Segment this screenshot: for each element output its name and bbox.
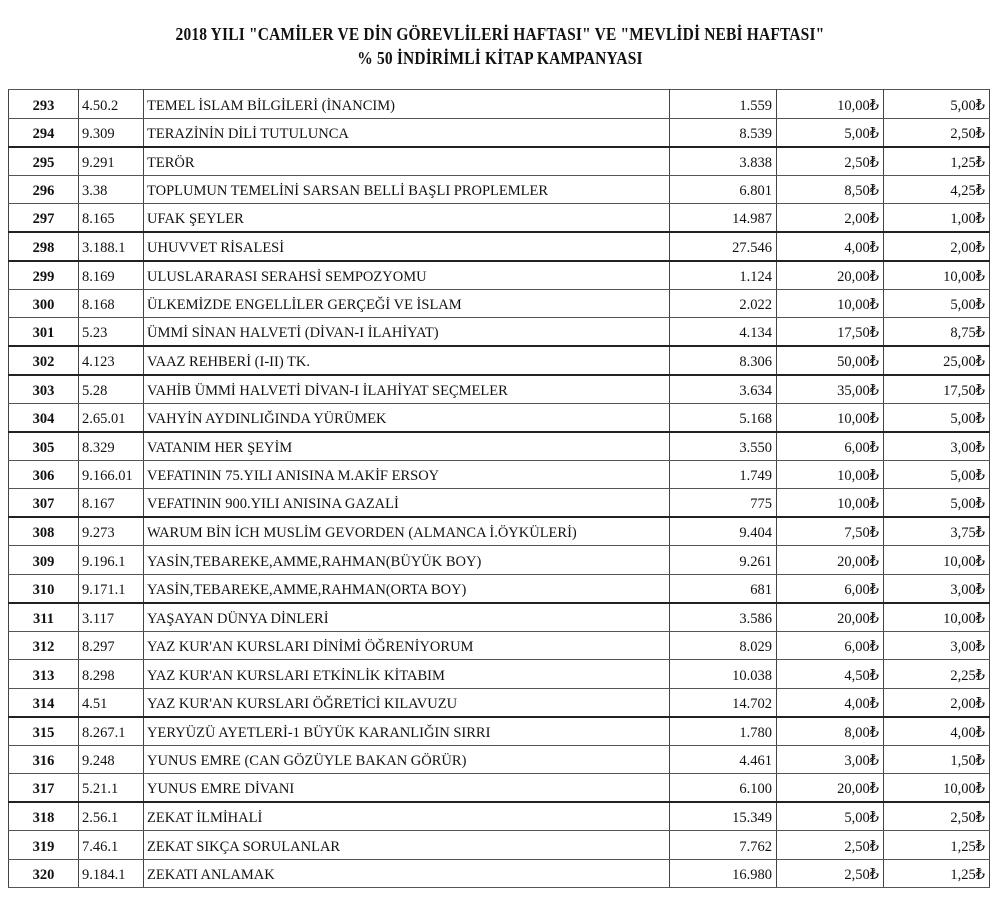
book-code: 9.171.1 [79,574,144,603]
book-title: UHUVVET RİSALESİ [144,232,670,261]
book-title: YUNUS EMRE DİVANI [144,774,670,803]
row-number: 320 [9,859,79,888]
discounted-price: 5,00₺ [884,289,990,318]
list-price: 5,00₺ [777,802,884,831]
book-code: 4.51 [79,688,144,717]
table-row [9,831,990,860]
book-title: ZEKAT İLMİHALİ [144,802,670,831]
stock-quantity: 1.749 [670,460,777,489]
list-price: 10,00₺ [777,460,884,489]
discounted-price: 2,50₺ [884,118,990,147]
book-title: ÜMMİ SİNAN HALVETİ (DİVAN-I İLAHİYAT) [144,318,670,347]
stock-quantity: 1.124 [670,261,777,290]
row-number: 315 [9,717,79,746]
table-row [9,717,990,746]
stock-quantity: 1.559 [670,90,777,119]
row-number: 305 [9,432,79,461]
stock-quantity: 3.838 [670,147,777,176]
discounted-price: 4,25₺ [884,175,990,204]
discounted-price: 2,00₺ [884,232,990,261]
discounted-price: 17,50₺ [884,375,990,404]
book-code: 5.23 [79,318,144,347]
discounted-price: 10,00₺ [884,774,990,803]
table-row [9,517,990,546]
book-title: TEMEL İSLAM BİLGİLERİ (İNANCIM) [144,90,670,119]
book-code: 8.169 [79,261,144,290]
stock-quantity: 9.404 [670,517,777,546]
book-title: YASİN,TEBAREKE,AMME,RAHMAN(BÜYÜK BOY) [144,546,670,575]
book-title: VAHYİN AYDINLIĞINDA YÜRÜMEK [144,403,670,432]
row-number: 300 [9,289,79,318]
book-code: 9.166.01 [79,460,144,489]
book-code: 8.165 [79,204,144,233]
book-code: 3.188.1 [79,232,144,261]
book-title: ÜLKEMİZDE ENGELLİLER GERÇEĞİ VE İSLAM [144,289,670,318]
discounted-price: 1,25₺ [884,831,990,860]
stock-quantity: 9.261 [670,546,777,575]
book-title: VEFATININ 75.YILI ANISINA M.AKİF ERSOY [144,460,670,489]
list-price: 2,00₺ [777,204,884,233]
table-row [9,232,990,261]
table-row [9,147,990,176]
stock-quantity: 14.702 [670,688,777,717]
stock-quantity: 3.586 [670,603,777,632]
book-title: TERAZİNİN DİLİ TUTULUNCA [144,118,670,147]
discounted-price: 5,00₺ [884,489,990,518]
list-price: 4,00₺ [777,688,884,717]
stock-quantity: 1.780 [670,717,777,746]
book-title: VAHİB ÜMMİ HALVETİ DİVAN-I İLAHİYAT SEÇMELER [144,375,670,404]
list-price: 4,00₺ [777,232,884,261]
book-title: WARUM BİN İCH MUSLİM GEVORDEN (ALMANCA İ.ÖYKÜLERİ) [144,517,670,546]
row-number: 299 [9,261,79,290]
book-code: 5.28 [79,375,144,404]
stock-quantity: 15.349 [670,802,777,831]
discounted-price: 3,00₺ [884,432,990,461]
row-number: 318 [9,802,79,831]
stock-quantity: 4.134 [670,318,777,347]
row-number: 293 [9,90,79,119]
book-title: ZEKAT SIKÇA SORULANLAR [144,831,670,860]
list-price: 20,00₺ [777,603,884,632]
table-row [9,489,990,518]
row-number: 307 [9,489,79,518]
list-price: 4,50₺ [777,660,884,689]
book-code: 8.168 [79,289,144,318]
table-row [9,660,990,689]
list-price: 20,00₺ [777,546,884,575]
stock-quantity: 7.762 [670,831,777,860]
book-code: 8.298 [79,660,144,689]
row-number: 312 [9,631,79,660]
book-code: 8.297 [79,631,144,660]
row-number: 296 [9,175,79,204]
list-price: 2,50₺ [777,859,884,888]
row-number: 316 [9,745,79,774]
list-price: 2,50₺ [777,147,884,176]
heading-line-1: 2018 YILI "CAMİLER VE DİN GÖREVLİLERİ HAFTASI" VE "MEVLİDİ NEBİ HAFTASI" [175,24,825,44]
list-price: 7,50₺ [777,517,884,546]
row-number: 317 [9,774,79,803]
discounted-price: 10,00₺ [884,603,990,632]
list-price: 8,00₺ [777,717,884,746]
table-row [9,603,990,632]
discounted-price: 1,00₺ [884,204,990,233]
book-code: 2.65.01 [79,403,144,432]
book-code: 9.196.1 [79,546,144,575]
book-title: YAZ KUR'AN KURSLARI DİNİMİ ÖĞRENİYORUM [144,631,670,660]
book-title: TOPLUMUN TEMELİNİ SARSAN BELLİ BAŞLI PROPLEMLER [144,175,670,204]
table-row [9,175,990,204]
list-price: 10,00₺ [777,289,884,318]
row-number: 311 [9,603,79,632]
book-code: 9.291 [79,147,144,176]
discounted-price: 8,75₺ [884,318,990,347]
list-price: 10,00₺ [777,403,884,432]
row-number: 298 [9,232,79,261]
table-row [9,318,990,347]
book-code: 9.309 [79,118,144,147]
stock-quantity: 3.550 [670,432,777,461]
stock-quantity: 8.539 [670,118,777,147]
table-row [9,460,990,489]
stock-quantity: 6.801 [670,175,777,204]
table-row [9,774,990,803]
stock-quantity: 6.100 [670,774,777,803]
heading-line-2: % 50 İNDİRİMLİ KİTAP KAMPANYASI [357,48,643,68]
row-number: 306 [9,460,79,489]
list-price: 20,00₺ [777,261,884,290]
stock-quantity: 14.987 [670,204,777,233]
stock-quantity: 10.038 [670,660,777,689]
stock-quantity: 3.634 [670,375,777,404]
stock-quantity: 681 [670,574,777,603]
discounted-price: 10,00₺ [884,546,990,575]
list-price: 6,00₺ [777,574,884,603]
discounted-price: 3,75₺ [884,517,990,546]
list-price: 5,00₺ [777,118,884,147]
book-title: YAŞAYAN DÜNYA DİNLERİ [144,603,670,632]
list-price: 17,50₺ [777,318,884,347]
book-code: 3.38 [79,175,144,204]
book-title: VATANIM HER ŞEYİM [144,432,670,461]
list-price: 2,50₺ [777,831,884,860]
list-price: 8,50₺ [777,175,884,204]
discounted-price: 3,00₺ [884,574,990,603]
table-row [9,745,990,774]
stock-quantity: 8.306 [670,346,777,375]
row-number: 294 [9,118,79,147]
book-code: 8.329 [79,432,144,461]
discounted-price: 2,50₺ [884,802,990,831]
table-row [9,546,990,575]
book-title: YAZ KUR'AN KURSLARI ÖĞRETİCİ KILAVUZU [144,688,670,717]
book-code: 2.56.1 [79,802,144,831]
discounted-price: 5,00₺ [884,460,990,489]
table-row [9,432,990,461]
book-list-table [8,89,990,888]
table-row [9,289,990,318]
list-price: 50,00₺ [777,346,884,375]
table-row [9,688,990,717]
row-number: 303 [9,375,79,404]
discounted-price: 2,00₺ [884,688,990,717]
table-row [9,631,990,660]
book-code: 4.50.2 [79,90,144,119]
discounted-price: 5,00₺ [884,90,990,119]
book-title: TERÖR [144,147,670,176]
book-code: 9.248 [79,745,144,774]
book-title: YAZ KUR'AN KURSLARI ETKİNLİK KİTABIM [144,660,670,689]
book-title: UFAK ŞEYLER [144,204,670,233]
row-number: 314 [9,688,79,717]
list-price: 20,00₺ [777,774,884,803]
table-row [9,204,990,233]
stock-quantity: 775 [670,489,777,518]
book-title: YUNUS EMRE (CAN GÖZÜYLE BAKAN GÖRÜR) [144,745,670,774]
book-title: ZEKATI ANLAMAK [144,859,670,888]
stock-quantity: 16.980 [670,859,777,888]
discounted-price: 1,25₺ [884,859,990,888]
book-list-body [9,90,990,888]
table-row [9,574,990,603]
book-code: 4.123 [79,346,144,375]
book-code: 8.167 [79,489,144,518]
stock-quantity: 27.546 [670,232,777,261]
list-price: 35,00₺ [777,375,884,404]
discounted-price: 2,25₺ [884,660,990,689]
discounted-price: 5,00₺ [884,403,990,432]
table-row [9,118,990,147]
table-row [9,802,990,831]
discounted-price: 25,00₺ [884,346,990,375]
book-code: 3.117 [79,603,144,632]
row-number: 302 [9,346,79,375]
book-title: VEFATININ 900.YILI ANISINA GAZALİ [144,489,670,518]
book-title: YERYÜZÜ AYETLERİ-1 BÜYÜK KARANLIĞIN SIRRI [144,717,670,746]
discounted-price: 3,00₺ [884,631,990,660]
document-heading [70,22,930,70]
row-number: 295 [9,147,79,176]
book-code: 8.267.1 [79,717,144,746]
row-number: 309 [9,546,79,575]
stock-quantity: 5.168 [670,403,777,432]
list-price: 6,00₺ [777,631,884,660]
row-number: 297 [9,204,79,233]
table-row [9,859,990,888]
stock-quantity: 2.022 [670,289,777,318]
book-code: 9.273 [79,517,144,546]
table-row [9,261,990,290]
table-row [9,346,990,375]
discounted-price: 10,00₺ [884,261,990,290]
stock-quantity: 4.461 [670,745,777,774]
discounted-price: 1,25₺ [884,147,990,176]
discounted-price: 4,00₺ [884,717,990,746]
table-row [9,375,990,404]
list-price: 3,00₺ [777,745,884,774]
book-title: ULUSLARARASI SERAHSİ SEMPOZYOMU [144,261,670,290]
list-price: 6,00₺ [777,432,884,461]
stock-quantity: 8.029 [670,631,777,660]
book-title: YASİN,TEBAREKE,AMME,RAHMAN(ORTA BOY) [144,574,670,603]
table-row [9,403,990,432]
list-price: 10,00₺ [777,90,884,119]
row-number: 313 [9,660,79,689]
book-code: 5.21.1 [79,774,144,803]
book-title: VAAZ REHBERİ (I-II) TK. [144,346,670,375]
row-number: 308 [9,517,79,546]
row-number: 310 [9,574,79,603]
row-number: 304 [9,403,79,432]
list-price: 10,00₺ [777,489,884,518]
row-number: 319 [9,831,79,860]
row-number: 301 [9,318,79,347]
table-row [9,90,990,119]
book-code: 7.46.1 [79,831,144,860]
discounted-price: 1,50₺ [884,745,990,774]
book-code: 9.184.1 [79,859,144,888]
